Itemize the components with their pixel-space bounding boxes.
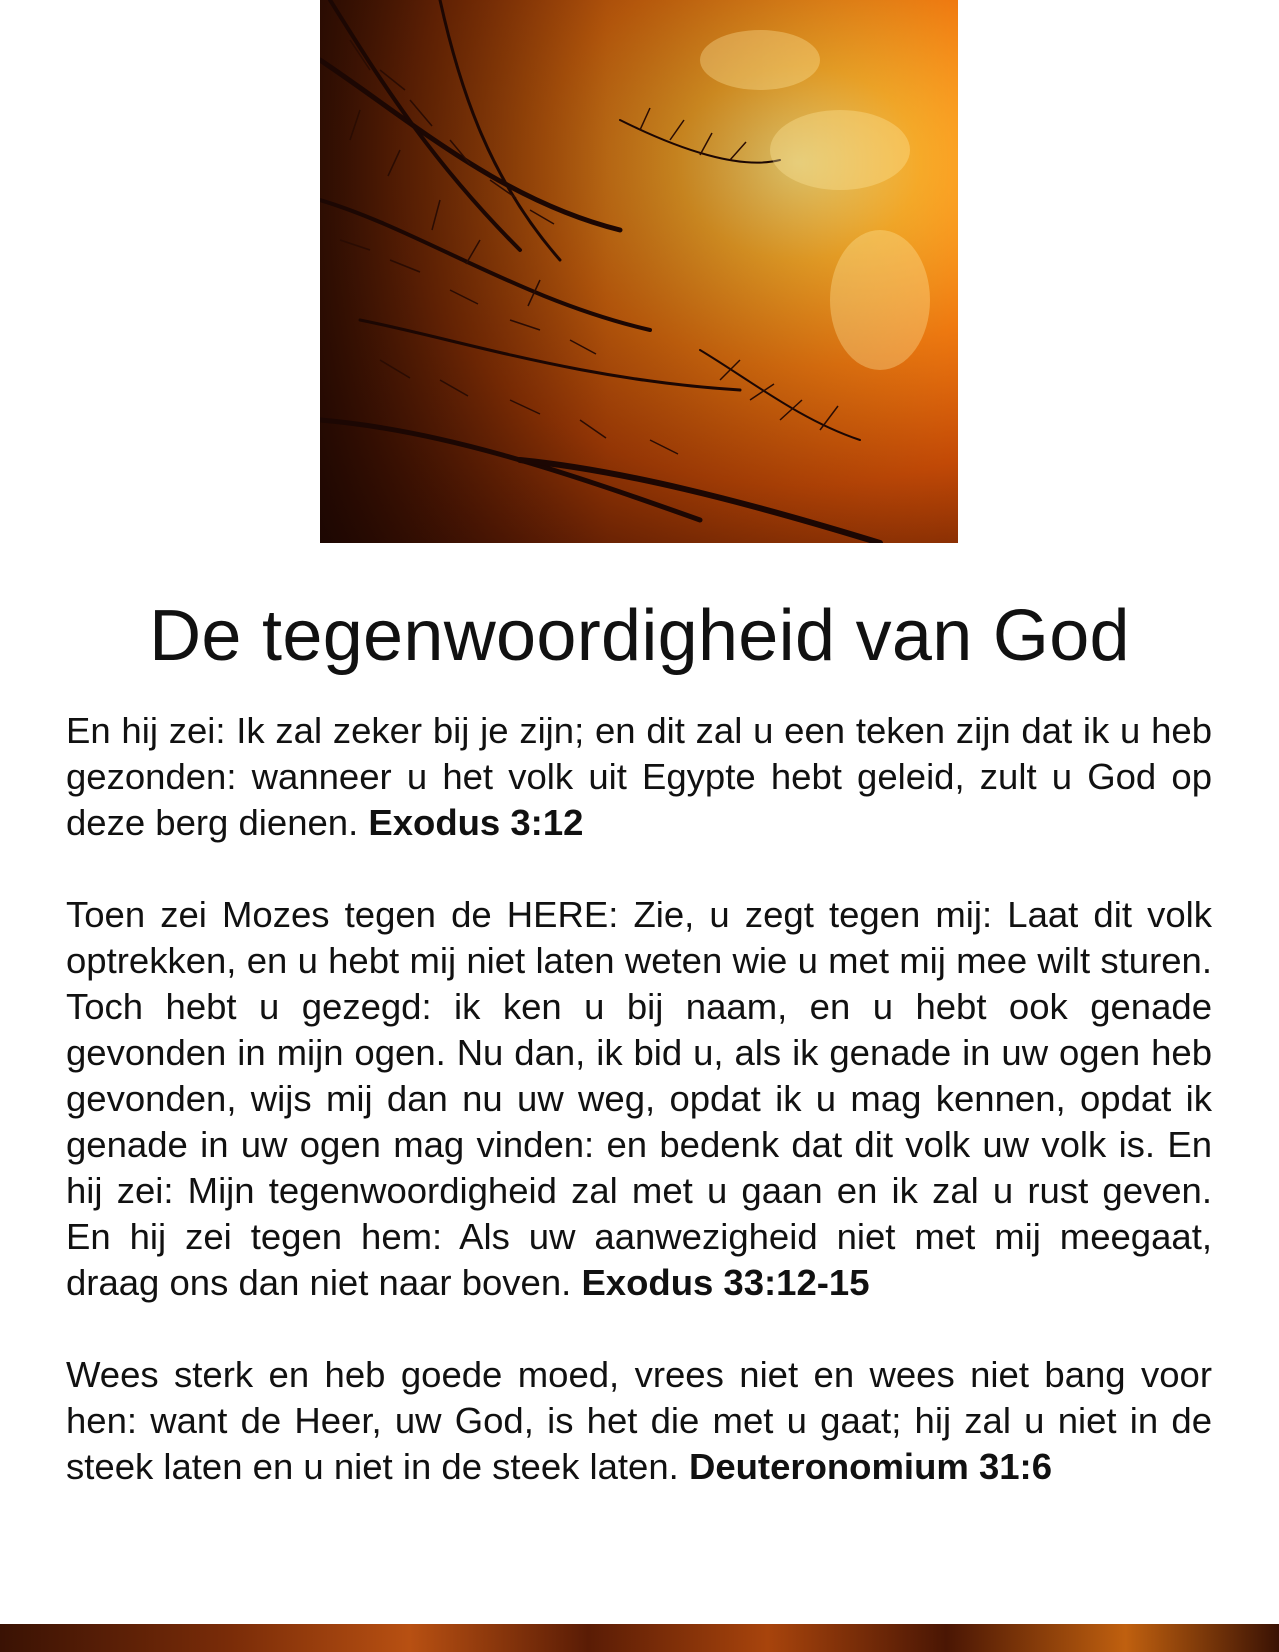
passage-text: Wees sterk en heb goede moed, vrees niet en wees niet bang voor hen: want de Heer, uw God, is het die met u gaat; hij zal u niet in de steek laten en u niet in de steek laten. xyxy=(66,1354,1212,1487)
passage-exodus-33-12-15 xyxy=(66,892,1212,1306)
scripture-passages xyxy=(66,708,1212,1536)
fire-footer-strip xyxy=(0,1624,1279,1652)
passage-text: Toen zei Mozes tegen de HERE: Zie, u zegt tegen mij: Laat dit volk optrekken, en u hebt mij niet laten weten wie u met mij mee wilt sturen. Toch hebt u gezegd: ik ken u bij naam, en u hebt ook genade gevonden in mijn ogen. Nu dan, ik bid u, als ik genade in uw ogen heb gevonden, wijs mij dan nu uw weg, opdat ik u mag kennen, opdat ik genade in uw ogen mag vinden: en bedenk dat dit volk uw volk is. En hij zei: Mijn tegenwoordigheid zal met u gaan en ik zal u rust geven. En hij zei tegen hem: Als uw aanwezigheid niet met mij meegaat, draag ons dan niet naar boven. xyxy=(66,894,1212,1303)
passage-reference: Exodus 33:12-15 xyxy=(581,1262,870,1303)
passage-deuteronomium-31-6 xyxy=(66,1352,1212,1490)
burning-bush-image xyxy=(320,0,958,543)
passage-reference: Deuteronomium 31:6 xyxy=(688,1446,1053,1487)
passage-text: En hij zei: Ik zal zeker bij je zijn; en dit zal u een teken zijn dat ik u heb gezonden: wanneer u het volk uit Egypte hebt geleid, zult u God op deze berg dienen. xyxy=(66,710,1212,843)
passage-reference: Exodus 3:12 xyxy=(368,802,584,843)
burning-bush-illustration xyxy=(320,0,958,543)
passage-exodus-3-12 xyxy=(66,708,1212,846)
page-title: De tegenwoordigheid van God xyxy=(149,596,1130,676)
